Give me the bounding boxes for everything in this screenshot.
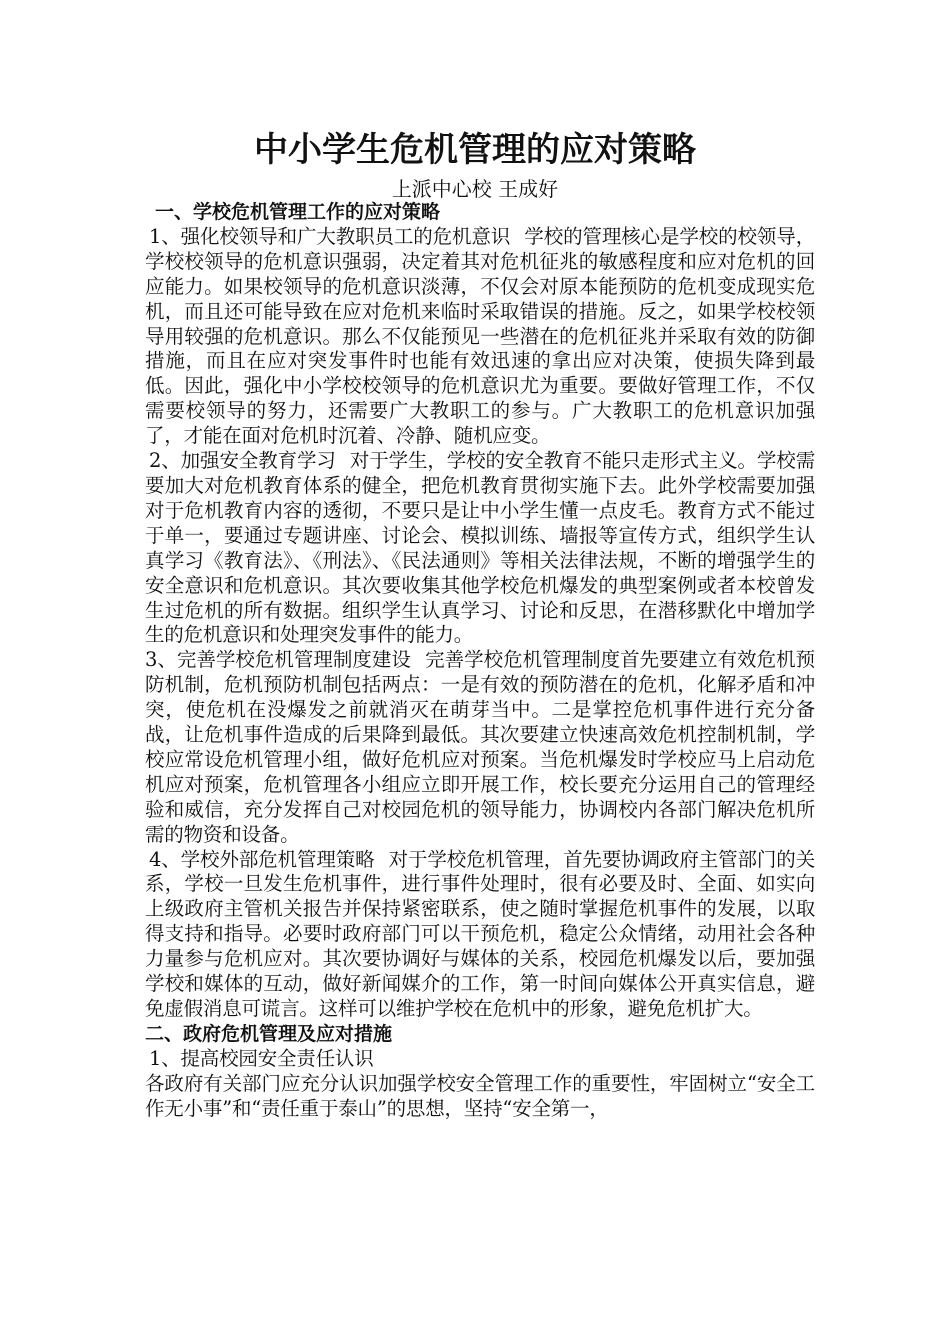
paragraph-lead-line	[145, 1047, 815, 1072]
paragraph-lead: 2、加强安全教育学习	[149, 449, 336, 473]
paragraph	[145, 449, 815, 648]
paragraph-text: 对于学生，学校的安全教育不能只走形式主义。学校需要加大对危机教育体系的健全，把危机教育贯彻实施下去。此外学校需要加强对于危机教育内容的透彻，不要只是让中小学生懂一点皮毛。教育方式不能过于单一，要通过专题讲座、讨论会、模拟训练、墙报等宣传方式，组织学生认真学习《教育法》、《刑法》、《民法通则》等相关法律法规，不断的增强学生的安全意识和危机意识。其次要收集其他学校危机爆发的典型案例或者本校曾发生过危机的所有数据。组织学生认真学习、讨论和反思，在潜移默化中增加学生的危机意识和处理突发事件的能力。	[145, 449, 815, 647]
paragraph-lead: 1、提高校园安全责任认识	[149, 1046, 374, 1070]
paragraph-lead: 4、学校外部危机管理策略	[149, 847, 375, 871]
paragraph	[145, 848, 815, 1022]
paragraph-lead: 3、完善学校危机管理制度建设	[145, 648, 411, 672]
paragraph-text: 完善学校危机管理制度首先要建立有效危机预防机制，危机预防机制包括两点：一是有效的预防潜在的危机，化解矛盾和冲突，使危机在没爆发之前就消灭在萌芽当中。二是掌控危机事件进行充分备战，让危机事件造成的后果降到最低。其次要建立快速高效危机控制机制，学校应常设危机管理小组，做好危机应对预案。当危机爆发时学校应马上启动危机应对预案，危机管理各小组应立即开展工作，校长要充分运用自己的管理经验和威信，充分发挥自己对校园危机的领导能力，协调校内各部门解决危机所需的物资和设备。	[145, 648, 815, 846]
section-heading: 一、学校危机管理工作的应对策略	[155, 201, 441, 223]
document-title: 中小学生危机管理的应对策略	[254, 130, 696, 170]
paragraph-text: 各政府有关部门应充分认识加强学校安全管理工作的重要性，牢固树立“安全工作无小事”和“责任重于泰山”的思想，坚持“安全第一，	[145, 1071, 815, 1120]
section-heading: 二、政府危机管理及应对措施	[145, 1022, 393, 1045]
paragraph-text: 对于学校危机管理，首先要协调政府主管部门的关系，学校一旦发生危机事件，进行事件处理时，很有必要及时、全面、如实向上级政府主管机关报告并保持紧密联系，使之随时掌握危机事件的发展，以取得支持和指导。必要时政府部门可以干预危机，稳定公众情绪，动用社会各种力量参与危机应对。其次要协调好与媒体的关系，校园危机爆发以后，要加强学校和媒体的互动，做好新闻媒介的工作，第一时间向媒体公开真实信息，避免虚假消息可谎言。这样可以维护学校在危机中的形象，避免危机扩大。	[145, 847, 815, 1020]
paragraph	[145, 1072, 815, 1122]
paragraph-lead: 1、强化校领导和广大教职员工的危机意识	[149, 224, 511, 248]
document-author: 上派中心校 王成好	[391, 177, 559, 201]
paragraph-text: 学校的管理核心是学校的校领导，学校校领导的危机意识强弱，决定着其对危机征兆的敏感程度和应对危机的回应能力。如果校领导的危机意识淡薄，不仅会对原本能预防的危机变成现实危机，而且还可能导致在应对危机来临时采取错误的措施。反之，如果学校校领导用较强的危机意识。那么不仅能预见一些潜在的危机征兆并采取有效的防御措施，而且在应对突发事件时也能有效迅速的拿出应对决策，使损失降到最低。因此，强化中小学校校领导的危机意识尤为重要。要做好管理工作，不仅需要校领导的努力，还需要广大教职工的参与。广大教职工的危机意识加强了，才能在面对危机时沉着、冷静、随机应变。	[145, 224, 815, 448]
paragraph	[145, 648, 815, 847]
document-body	[145, 200, 815, 1122]
paragraph	[145, 225, 815, 449]
